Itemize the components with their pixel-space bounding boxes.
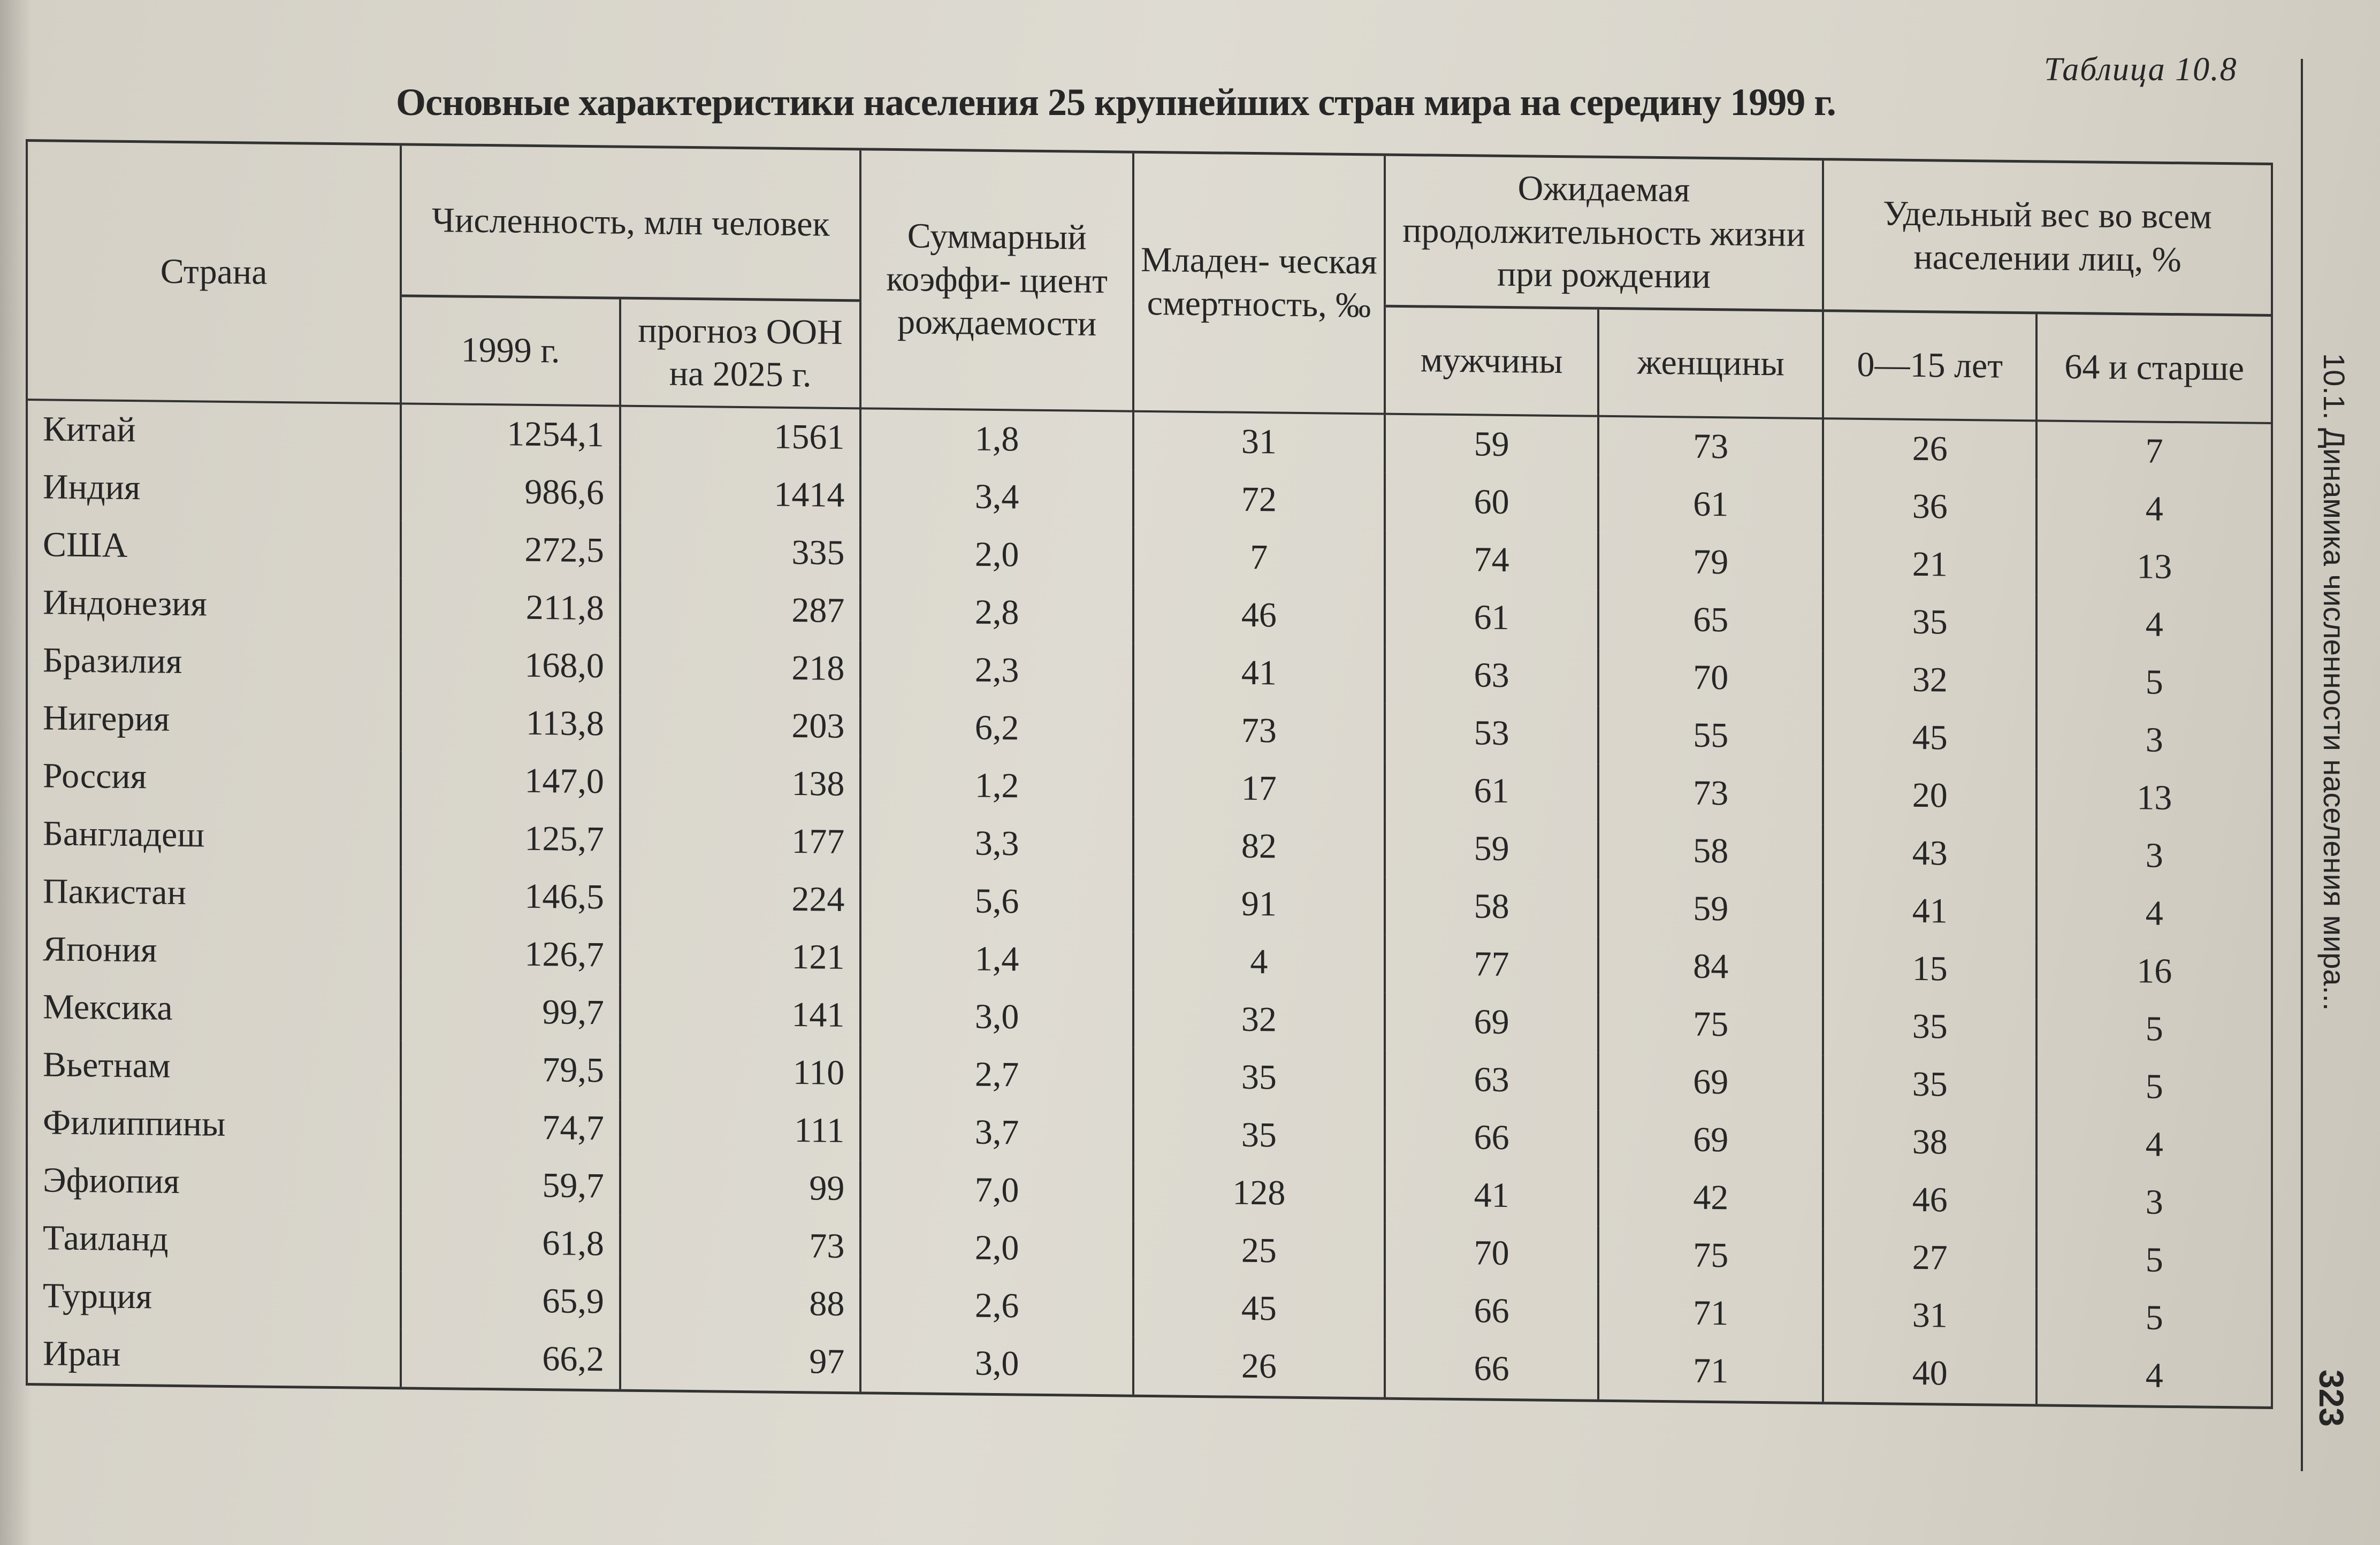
- infant-mortality-cell: 32: [1133, 990, 1385, 1050]
- country-cell: Филиппины: [27, 1094, 401, 1156]
- share-64-plus-cell: 4: [2036, 1346, 2272, 1408]
- fertility-cell: 3,0: [860, 987, 1133, 1047]
- header-country: Страна: [27, 141, 401, 403]
- infant-mortality-cell: 17: [1133, 759, 1385, 819]
- population-2025-cell: 1561: [620, 406, 860, 467]
- share-0-15-cell: 35: [1823, 997, 2036, 1057]
- infant-mortality-cell: 82: [1133, 816, 1385, 877]
- infant-mortality-cell: 46: [1133, 585, 1385, 646]
- share-0-15-cell: 20: [1823, 766, 2036, 826]
- population-1999-cell: 59,7: [401, 1156, 620, 1215]
- fertility-cell: 2,0: [860, 1218, 1133, 1279]
- header-life-expectancy: Ожидаемая продолжительность жизни при рождении: [1385, 155, 1823, 310]
- infant-mortality-cell: 91: [1133, 874, 1385, 935]
- header-age-0-15: 0—15 лет: [1823, 310, 2036, 420]
- running-head: 10.1. Динамика численности населения мира...: [2317, 353, 2351, 1011]
- header-population: Численность, млн человек: [401, 144, 860, 301]
- share-64-plus-cell: 5: [2036, 1288, 2272, 1349]
- infant-mortality-cell: 25: [1133, 1221, 1385, 1281]
- life-men-cell: 59: [1385, 819, 1599, 879]
- fertility-cell: 3,0: [860, 1334, 1133, 1396]
- share-64-plus-cell: 3: [2036, 826, 2272, 886]
- life-men-cell: 63: [1385, 646, 1599, 706]
- life-women-cell: 61: [1598, 475, 1823, 534]
- share-0-15-cell: 45: [1823, 708, 2036, 768]
- life-men-cell: 70: [1385, 1223, 1599, 1283]
- margin-rule: [2301, 59, 2303, 1471]
- population-1999-cell: 65,9: [401, 1271, 620, 1331]
- share-64-plus-cell: 4: [2036, 479, 2272, 540]
- life-men-cell: 74: [1385, 530, 1599, 590]
- country-cell: Япония: [27, 921, 401, 982]
- share-64-plus-cell: 5: [2036, 999, 2272, 1060]
- population-2025-cell: 203: [620, 695, 860, 756]
- population-2025-cell: 141: [620, 984, 860, 1045]
- fertility-cell: 6,2: [860, 698, 1133, 759]
- share-0-15-cell: 15: [1823, 939, 2036, 999]
- country-cell: Таиланд: [27, 1210, 401, 1271]
- infant-mortality-cell: 4: [1133, 932, 1385, 992]
- fertility-cell: 7,0: [860, 1160, 1133, 1221]
- share-64-plus-cell: 3: [2036, 1173, 2272, 1233]
- population-1999-cell: 113,8: [401, 693, 620, 753]
- population-2025-cell: 335: [620, 522, 860, 583]
- life-men-cell: 59: [1385, 414, 1599, 475]
- country-cell: Пакистан: [27, 863, 401, 924]
- life-women-cell: 79: [1598, 532, 1823, 592]
- population-1999-cell: 61,8: [401, 1213, 620, 1273]
- share-0-15-cell: 21: [1823, 535, 2036, 595]
- header-age-64-plus: 64 и старше: [2036, 312, 2272, 423]
- header-fertility: Суммарный коэффи- циент рождаемости: [860, 149, 1133, 411]
- life-men-cell: 69: [1385, 992, 1599, 1052]
- infant-mortality-cell: 72: [1133, 470, 1385, 530]
- share-0-15-cell: 46: [1823, 1171, 2036, 1230]
- share-64-plus-cell: 5: [2036, 1230, 2272, 1291]
- country-cell: Бразилия: [27, 632, 401, 693]
- share-64-plus-cell: 4: [2036, 884, 2272, 944]
- life-men-cell: 41: [1385, 1166, 1599, 1226]
- population-1999-cell: 146,5: [401, 867, 620, 927]
- life-women-cell: 75: [1598, 995, 1823, 1054]
- share-64-plus-cell: 4: [2036, 595, 2272, 655]
- population-2025-cell: 287: [620, 580, 860, 640]
- life-women-cell: 73: [1598, 763, 1823, 823]
- fertility-cell: 3,4: [860, 467, 1133, 527]
- life-men-cell: 66: [1385, 1339, 1599, 1401]
- life-women-cell: 71: [1598, 1341, 1823, 1403]
- population-1999-cell: 79,5: [401, 1040, 620, 1100]
- infant-mortality-cell: 45: [1133, 1279, 1385, 1339]
- infant-mortality-cell: 7: [1133, 527, 1385, 588]
- share-64-plus-cell: 13: [2036, 768, 2272, 829]
- country-cell: США: [27, 516, 401, 578]
- infant-mortality-cell: 35: [1133, 1047, 1385, 1108]
- life-men-cell: 61: [1385, 761, 1599, 821]
- header-pop-1999: 1999 г.: [401, 295, 620, 406]
- infant-mortality-cell: 26: [1133, 1336, 1385, 1398]
- country-cell: Нигерия: [27, 690, 401, 751]
- fertility-cell: 2,6: [860, 1276, 1133, 1336]
- population-1999-cell: 147,0: [401, 751, 620, 811]
- share-0-15-cell: 32: [1823, 651, 2036, 710]
- country-cell: Иран: [27, 1325, 401, 1388]
- life-women-cell: 59: [1598, 879, 1823, 939]
- life-women-cell: 84: [1598, 937, 1823, 997]
- share-0-15-cell: 38: [1823, 1113, 2036, 1173]
- infant-mortality-cell: 41: [1133, 643, 1385, 703]
- infant-mortality-cell: 73: [1133, 701, 1385, 761]
- fertility-cell: 2,7: [860, 1045, 1133, 1105]
- share-0-15-cell: 36: [1823, 477, 2036, 537]
- population-1999-cell: 211,8: [401, 578, 620, 638]
- infant-mortality-cell: 35: [1133, 1105, 1385, 1166]
- share-64-plus-cell: 5: [2036, 1057, 2272, 1118]
- infant-mortality-cell: 31: [1133, 411, 1385, 472]
- share-64-plus-cell: 3: [2036, 710, 2272, 771]
- population-2025-cell: 110: [620, 1042, 860, 1103]
- fertility-cell: 2,3: [860, 640, 1133, 701]
- population-table: [26, 139, 2273, 1409]
- share-64-plus-cell: 16: [2036, 942, 2272, 1002]
- population-2025-cell: 99: [620, 1158, 860, 1218]
- life-women-cell: 42: [1598, 1168, 1823, 1228]
- population-1999-cell: 168,0: [401, 636, 620, 695]
- fertility-cell: 3,7: [860, 1103, 1133, 1163]
- country-cell: Эфиопия: [27, 1152, 401, 1213]
- population-1999-cell: 126,7: [401, 924, 620, 984]
- life-men-cell: 58: [1385, 877, 1599, 937]
- infant-mortality-cell: 128: [1133, 1163, 1385, 1223]
- population-2025-cell: 73: [620, 1215, 860, 1276]
- table-title: Основные характеристики населения 25 крупнейших стран мира на середину 1999 г.: [396, 81, 1836, 124]
- fertility-cell: 1,4: [860, 929, 1133, 990]
- population-1999-cell: 66,2: [401, 1329, 620, 1390]
- share-0-15-cell: 40: [1823, 1344, 2036, 1405]
- life-women-cell: 70: [1598, 648, 1823, 708]
- fertility-cell: 5,6: [860, 871, 1133, 932]
- share-0-15-cell: 31: [1823, 1286, 2036, 1346]
- share-0-15-cell: 35: [1823, 593, 2036, 653]
- population-1999-cell: 1254,1: [401, 403, 620, 464]
- header-age-share: Удельный вес во всем населении лиц, %: [1823, 159, 2272, 315]
- population-2025-cell: 121: [620, 927, 860, 987]
- population-2025-cell: 218: [620, 638, 860, 698]
- share-0-15-cell: 41: [1823, 882, 2036, 942]
- country-cell: Бангладеш: [27, 805, 401, 867]
- country-cell: Индонезия: [27, 574, 401, 636]
- table-body: [27, 400, 2272, 1408]
- share-64-plus-cell: 5: [2036, 653, 2272, 713]
- population-2025-cell: 111: [620, 1100, 860, 1160]
- header-men: мужчины: [1385, 306, 1599, 416]
- population-2025-cell: 97: [620, 1331, 860, 1393]
- header-women: женщины: [1598, 308, 1823, 418]
- fertility-cell: 1,8: [860, 408, 1133, 470]
- country-cell: Вьетнам: [27, 1036, 401, 1098]
- header-pop-2025: прогноз ООН на 2025 г.: [620, 298, 860, 408]
- fertility-cell: 1,2: [860, 756, 1133, 816]
- page-number: 323: [2312, 1370, 2351, 1427]
- population-2025-cell: 1414: [620, 464, 860, 525]
- life-men-cell: 66: [1385, 1281, 1599, 1341]
- life-women-cell: 58: [1598, 821, 1823, 881]
- life-men-cell: 66: [1385, 1108, 1599, 1168]
- population-2025-cell: 177: [620, 811, 860, 871]
- fertility-cell: 2,0: [860, 525, 1133, 585]
- life-women-cell: 55: [1598, 706, 1823, 766]
- share-64-plus-cell: 7: [2036, 420, 2272, 482]
- country-cell: Индия: [27, 458, 401, 520]
- life-men-cell: 61: [1385, 588, 1599, 648]
- population-2025-cell: 88: [620, 1273, 860, 1334]
- life-men-cell: 63: [1385, 1050, 1599, 1110]
- population-1999-cell: 986,6: [401, 462, 620, 522]
- share-0-15-cell: 26: [1823, 418, 2036, 479]
- country-cell: Россия: [27, 747, 401, 809]
- country-cell: Турция: [27, 1267, 401, 1329]
- life-women-cell: 65: [1598, 590, 1823, 650]
- life-women-cell: 75: [1598, 1226, 1823, 1286]
- life-women-cell: 69: [1598, 1052, 1823, 1112]
- life-women-cell: 73: [1598, 416, 1823, 477]
- population-1999-cell: 272,5: [401, 520, 620, 580]
- population-1999-cell: 74,7: [401, 1098, 620, 1158]
- life-men-cell: 77: [1385, 935, 1599, 995]
- population-1999-cell: 99,7: [401, 982, 620, 1042]
- share-0-15-cell: 35: [1823, 1055, 2036, 1115]
- fertility-cell: 3,3: [860, 814, 1133, 874]
- share-64-plus-cell: 13: [2036, 537, 2272, 598]
- share-64-plus-cell: 4: [2036, 1115, 2272, 1175]
- population-2025-cell: 138: [620, 753, 860, 814]
- fertility-cell: 2,8: [860, 583, 1133, 643]
- country-cell: Китай: [27, 400, 401, 462]
- life-men-cell: 60: [1385, 472, 1599, 532]
- population-2025-cell: 224: [620, 869, 860, 929]
- share-0-15-cell: 43: [1823, 824, 2036, 884]
- population-1999-cell: 125,7: [401, 809, 620, 869]
- header-infant-mortality: Младен- ческая смертность, ‰: [1133, 152, 1385, 414]
- life-women-cell: 71: [1598, 1283, 1823, 1343]
- country-cell: Мексика: [27, 978, 401, 1040]
- table-number-label: Таблица 10.8: [2044, 51, 2238, 88]
- life-men-cell: 53: [1385, 703, 1599, 763]
- share-0-15-cell: 27: [1823, 1228, 2036, 1288]
- life-women-cell: 69: [1598, 1110, 1823, 1170]
